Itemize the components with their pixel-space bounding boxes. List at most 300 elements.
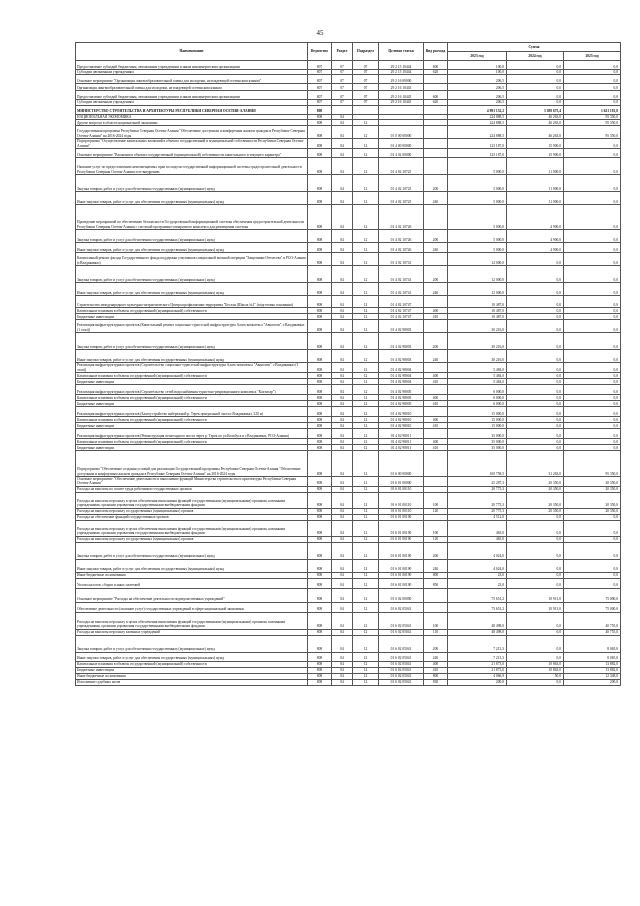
- cell-name: Расходы на выплаты по оплате труда работников государственных органов: [76, 486, 308, 492]
- table-row: [76, 602, 621, 612]
- cell-exp-type: 240: [424, 652, 448, 661]
- cell-name: Расходы на выплаты персоналу в целях обеспечения выполнения функций государственными (муниципальными) органами, казенными учреждениями, органами управления государственными внебюджетными фондами: [76, 492, 308, 508]
- cell-ministry: 808: [308, 243, 332, 253]
- cell-name: Основное мероприятие "Расходы на обеспечение деятельности подведомственных учреждений": [76, 588, 308, 602]
- cell-section: 04: [332, 149, 353, 158]
- cell-name: Расходы на выплаты персоналу в целях обеспечения выполнения функций государственными (муниципальными) органами, казенными учреждениями, органами управления государственными внебюджетными фондами: [76, 612, 308, 629]
- cell-2024: 0,0: [507, 253, 564, 266]
- cell-subsection: 12: [353, 149, 379, 158]
- cell-2025: 0,0: [564, 84, 621, 91]
- cell-target: 29 2 16 00000: [379, 75, 424, 84]
- cell-exp-type: [424, 158, 448, 175]
- cell-section: 04: [332, 536, 353, 542]
- cell-section: 04: [332, 673, 353, 679]
- table-row: [76, 635, 621, 652]
- cell-section: 07: [332, 91, 353, 100]
- cell-target: 01 4 02 10725: [379, 158, 424, 175]
- cell-name: Закупка товаров, работ и услуг для обеспечения государственных (муниципальных) нужд: [76, 333, 308, 350]
- cell-subsection: 07: [353, 70, 379, 75]
- cell-subsection: 12: [353, 253, 379, 266]
- cell-2025: 0,0: [564, 429, 621, 439]
- cell-2025: 20 350,0: [564, 477, 621, 487]
- cell-target: 29 2 16 10445: [379, 100, 424, 105]
- cell-2025: 0,0: [564, 205, 621, 230]
- cell-2023: 206,5: [448, 100, 507, 105]
- cell-ministry: 808: [308, 520, 332, 536]
- cell-ministry: 807: [308, 91, 332, 100]
- cell-ministry: 808: [308, 559, 332, 572]
- cell-2024: 0,0: [507, 266, 564, 283]
- cell-name: Подпрограмма "Обеспечение создания условий для реализации Государственной программы Республики Северная Осетия-Алания "Обеспечение доступным и комфортным жильем граждан в Республике Северная Осетия-Алания" на 2016-2024 годы: [76, 451, 308, 477]
- cell-name: Иные закупки товаров, работ и услуг для обеспечения государственных (муниципальных) нужд: [76, 243, 308, 253]
- cell-2023: 20 775,3: [448, 486, 507, 492]
- cell-target: 01 4 02 10747: [379, 314, 424, 320]
- cell-2025: 95 350,0: [564, 451, 621, 477]
- cell-2025: 0,0: [564, 559, 621, 572]
- cell-2024: 15 900,0: [507, 139, 564, 149]
- cell-target: 01 6 02 05041: [379, 661, 424, 667]
- cell-name: Проведение мероприятий по обеспечению безопасности Государственной информационной системы обеспечения градостроительной деятельности Республики Северная Осетия-Алания с системой программно-аппаратного комплекса для размещения системы: [76, 205, 308, 230]
- cell-section: 04: [332, 373, 353, 379]
- cell-section: 04: [332, 314, 353, 320]
- cell-exp-type: 410: [424, 401, 448, 407]
- cell-ministry: 808: [308, 139, 332, 149]
- cell-2023: 7 213,3: [448, 635, 507, 652]
- cell-2025: 20 350,0: [564, 508, 621, 514]
- cell-ministry: 808: [308, 175, 332, 192]
- cell-target: 01 4 02 10747: [379, 296, 424, 308]
- cell-2024: 0,0: [507, 308, 564, 314]
- cell-exp-type: [424, 477, 448, 487]
- cell-2023: 4 066,9: [448, 673, 507, 679]
- cell-2024: 0,0: [507, 514, 564, 520]
- cell-exp-type: [424, 126, 448, 139]
- cell-subsection: 12: [353, 350, 379, 363]
- cell-name: Строительство международного культурно-патриотического Центра профилактики терроризма "Беслан (Школа №1" (подготовка основания): [76, 296, 308, 308]
- table-row: [76, 320, 621, 333]
- cell-section: 04: [332, 158, 353, 175]
- cell-name: Государственная программа Республики Северная Осетия-Алания "Обеспечение доступным и комфортным жильем граждан в Республике Северная Осетия-Алания" на 2016-2024 годы: [76, 126, 308, 139]
- cell-2024: 0,0: [507, 320, 564, 333]
- cell-exp-type: [424, 407, 448, 417]
- cell-ministry: 808: [308, 679, 332, 685]
- cell-exp-type: [424, 84, 448, 91]
- cell-2024: 3 388 675,4: [507, 105, 564, 114]
- cell-2025: 0,0: [564, 320, 621, 333]
- cell-2025: 0,0: [564, 308, 621, 314]
- cell-section: 04: [332, 578, 353, 588]
- cell-section: [332, 105, 353, 114]
- cell-target: 01 0 00 00000: [379, 126, 424, 139]
- cell-ministry: 808: [308, 363, 332, 373]
- cell-section: 04: [332, 120, 353, 126]
- cell-2025: 0,0: [564, 572, 621, 578]
- cell-name: Капитальные вложения в объекты государственной (муниципальной) собственности: [76, 373, 308, 379]
- cell-ministry: 808: [308, 314, 332, 320]
- cell-subsection: 12: [353, 407, 379, 417]
- cell-section: 04: [332, 486, 353, 492]
- cell-subsection: 12: [353, 486, 379, 492]
- cell-2023: 21 873,0: [448, 667, 507, 673]
- cell-2024: 0,0: [507, 314, 564, 320]
- table-body: [76, 61, 621, 686]
- cell-exp-type: 120: [424, 536, 448, 542]
- cell-2023: 10 487,0: [448, 314, 507, 320]
- cell-section: 04: [332, 417, 353, 423]
- cell-subsection: 12: [353, 508, 379, 514]
- cell-2023: 206,5: [448, 75, 507, 84]
- cell-2025: 0,0: [564, 578, 621, 588]
- cell-exp-type: 120: [424, 508, 448, 514]
- cell-name: Иные бюджетные ассигнования: [76, 673, 308, 679]
- cell-section: 04: [332, 253, 353, 266]
- cell-2024: 0,0: [507, 333, 564, 350]
- cell-ministry: 808: [308, 120, 332, 126]
- cell-2025: 0,0: [564, 243, 621, 253]
- cell-2025: 0,0: [564, 363, 621, 373]
- table-row: [76, 578, 621, 588]
- cell-2023: 5 000,0: [448, 175, 507, 192]
- cell-target: 01 4 02 98003: [379, 333, 424, 350]
- cell-name: Исполнение судебных актов: [76, 679, 308, 685]
- cell-2024: 0,0: [507, 536, 564, 542]
- budget-table: [75, 42, 621, 686]
- cell-target: 01 4 02 98003: [379, 350, 424, 363]
- cell-2024: 50,0: [507, 673, 564, 679]
- cell-2025: 0,0: [564, 253, 621, 266]
- table-row: [76, 492, 621, 508]
- cell-subsection: 07: [353, 91, 379, 100]
- cell-exp-type: 830: [424, 679, 448, 685]
- cell-name: Оказание услуг по предоставлению невозмещаемых прав по модели государственной информационной системы градостроительной деятельности Республики Северная Осетия-Алания и ее внедрению: [76, 158, 308, 175]
- cell-name: Закупка товаров, работ и услуг для обеспечения государственных (муниципальных) нужд: [76, 635, 308, 652]
- cell-2025: 0,0: [564, 514, 621, 520]
- cell-2023: 30 216,0: [448, 320, 507, 333]
- cell-name: Субсидии автономным учреждениям: [76, 70, 308, 75]
- cell-2024: 0,0: [507, 407, 564, 417]
- cell-exp-type: [424, 105, 448, 114]
- cell-subsection: 12: [353, 126, 379, 139]
- cell-section: 04: [332, 520, 353, 536]
- cell-2024: 0,0: [507, 417, 564, 423]
- cell-target: 29 2 16 10445: [379, 91, 424, 100]
- cell-2023: 20 775,3: [448, 492, 507, 508]
- cell-ministry: 807: [308, 75, 332, 84]
- cell-2024: 0,0: [507, 363, 564, 373]
- cell-2023: 35 000,0: [448, 439, 507, 445]
- cell-section: 04: [332, 572, 353, 578]
- cell-target: 01 4 02 98005: [379, 401, 424, 407]
- cell-2025: 0,0: [564, 536, 621, 542]
- cell-subsection: 12: [353, 308, 379, 314]
- cell-exp-type: 200: [424, 542, 448, 559]
- cell-2024: 0,0: [507, 75, 564, 84]
- cell-target: 01 6 02 05041: [379, 635, 424, 652]
- cell-section: 04: [332, 588, 353, 602]
- cell-section: 07: [332, 100, 353, 105]
- cell-subsection: 12: [353, 612, 379, 629]
- cell-2024: 46 263,0: [507, 114, 564, 119]
- cell-ministry: 808: [308, 429, 332, 439]
- cell-ministry: 808: [308, 572, 332, 578]
- cell-2024: 0,0: [507, 445, 564, 451]
- table-row: [76, 679, 621, 685]
- header-target: Целевая статья: [379, 43, 424, 61]
- cell-2023: 5 484,0: [448, 363, 507, 373]
- table-row: [76, 407, 621, 417]
- cell-exp-type: 800: [424, 673, 448, 679]
- cell-subsection: 12: [353, 536, 379, 542]
- cell-exp-type: 200: [424, 266, 448, 283]
- cell-2024: 0,0: [507, 542, 564, 559]
- cell-subsection: 12: [353, 120, 379, 126]
- cell-subsection: 12: [353, 283, 379, 296]
- cell-2025: 12 348,0: [564, 673, 621, 679]
- cell-2025: 0,0: [564, 314, 621, 320]
- cell-2025: 0,0: [564, 542, 621, 559]
- table-row: [76, 520, 621, 536]
- cell-subsection: 12: [353, 629, 379, 635]
- cell-subsection: 12: [353, 417, 379, 423]
- cell-2023: 5 000,0: [448, 205, 507, 230]
- cell-name: Расходы на выплаты персоналу казенных учреждений: [76, 629, 308, 635]
- cell-target: 01 4 02 10725: [379, 175, 424, 192]
- cell-2023: 6 000,0: [448, 401, 507, 407]
- cell-exp-type: 240: [424, 283, 448, 296]
- cell-2025: 40 755,0: [564, 612, 621, 629]
- cell-target: 01 4 02 98010: [379, 407, 424, 417]
- cell-ministry: 808: [308, 407, 332, 417]
- cell-exp-type: 850: [424, 578, 448, 588]
- cell-2024: 0,0: [507, 629, 564, 635]
- cell-exp-type: 200: [424, 635, 448, 652]
- cell-name: Расходы на выплаты персоналу государственных (муниципальных) органов: [76, 508, 308, 514]
- cell-section: 04: [332, 612, 353, 629]
- table-row: [76, 61, 621, 70]
- cell-ministry: 808: [308, 602, 332, 612]
- cell-target: 01 4 02 98011: [379, 439, 424, 445]
- cell-ministry: 808: [308, 149, 332, 158]
- cell-2024: 4 900,0: [507, 243, 564, 253]
- cell-name: Иные закупки товаров, работ и услуг для обеспечения государственных (муниципальных) нужд: [76, 559, 308, 572]
- cell-2025: 95 350,0: [564, 114, 621, 119]
- cell-2025: 0,0: [564, 296, 621, 308]
- cell-ministry: 808: [308, 629, 332, 635]
- cell-2025: 0,0: [564, 192, 621, 205]
- cell-exp-type: 400: [424, 373, 448, 379]
- cell-2025: 40 755,0: [564, 629, 621, 635]
- cell-target: 01 6 02 00000: [379, 588, 424, 602]
- cell-target: 01 6 02 05041: [379, 673, 424, 679]
- header-section: Раздел: [332, 43, 353, 61]
- cell-name: Капитальный ремонт фасада Государственного фонда поддержки участников специальной военной операции "Защитники Отечества" в РСО-Алания (г.Владикавказ): [76, 253, 308, 266]
- cell-section: 04: [332, 514, 353, 520]
- cell-ministry: 808: [308, 652, 332, 661]
- cell-section: 04: [332, 320, 353, 333]
- cell-target: 01 6 02 05041: [379, 679, 424, 685]
- cell-exp-type: 410: [424, 423, 448, 429]
- cell-target: 01 6 01 00190: [379, 578, 424, 588]
- cell-exp-type: 410: [424, 667, 448, 673]
- cell-target: 01 6 02 05041: [379, 612, 424, 629]
- cell-section: 04: [332, 283, 353, 296]
- cell-exp-type: 410: [424, 314, 448, 320]
- cell-name: Расходы на обеспечение функций государственных органов: [76, 514, 308, 520]
- cell-section: 04: [332, 243, 353, 253]
- cell-2025: 0,0: [564, 70, 621, 75]
- cell-name: Обеспечение деятельности (оказание услуг) государственных учреждений в сфере национальной экономики: [76, 602, 308, 612]
- cell-target: 01 4 00 00000: [379, 139, 424, 149]
- cell-2023: 200,0: [448, 679, 507, 685]
- cell-target: 01 4 02 10726: [379, 205, 424, 230]
- cell-target: 01 4 02 10741: [379, 266, 424, 283]
- header-year-2024: 2024 год: [507, 52, 564, 61]
- cell-2024: 0,0: [507, 401, 564, 407]
- cell-2023: 5 000,0: [448, 243, 507, 253]
- cell-2024: 0,0: [507, 423, 564, 429]
- cell-name: Реализация инфраструктурных проектов (Капитальный ремонт социально-туристской инфраструктуры Алагь-комплекса "Авиасити", г.Владикавказ (1 этап)): [76, 320, 308, 333]
- table-row: [76, 350, 621, 363]
- cell-name: Реализация инфраструктурных проектов (Строительство социально-туристской инфраструктуры Алагь-комплекса "Авиасити", г.Владикавказ (1 этап)): [76, 363, 308, 373]
- cell-section: 04: [332, 429, 353, 439]
- cell-target: 01 4 02 00000: [379, 149, 424, 158]
- cell-2024: 11 000,0: [507, 175, 564, 192]
- cell-subsection: 07: [353, 84, 379, 91]
- cell-subsection: 12: [353, 451, 379, 477]
- table-row: [76, 283, 621, 296]
- cell-section: 04: [332, 395, 353, 401]
- cell-2025: 0,0: [564, 395, 621, 401]
- cell-2023: 224 888,5: [448, 120, 507, 126]
- cell-target: 01 4 02 98005: [379, 395, 424, 401]
- cell-2025: 0,0: [564, 230, 621, 243]
- cell-2025: 95 350,0: [564, 120, 621, 126]
- cell-2024: 20 350,0: [507, 486, 564, 492]
- cell-name: Иные закупки товаров, работ и услуг для обеспечения государственных (муниципальных) нужд: [76, 350, 308, 363]
- cell-2023: 35 000,0: [448, 429, 507, 439]
- cell-2025: 0,0: [564, 385, 621, 395]
- cell-exp-type: 100: [424, 612, 448, 629]
- table-row: [76, 296, 621, 308]
- cell-subsection: 12: [353, 379, 379, 385]
- cell-2025: 20 350,0: [564, 486, 621, 492]
- table-row: [76, 105, 621, 114]
- cell-target: 01 6 01 00000: [379, 477, 424, 487]
- cell-2025: 0,0: [564, 266, 621, 283]
- cell-ministry: 808: [308, 266, 332, 283]
- cell-subsection: 12: [353, 205, 379, 230]
- cell-subsection: 12: [353, 588, 379, 602]
- cell-target: 01 4 02 10747: [379, 308, 424, 314]
- cell-2024: 20 350,0: [507, 508, 564, 514]
- cell-ministry: 808: [308, 114, 332, 119]
- cell-target: 01 6 01 00190: [379, 536, 424, 542]
- header-name: Наименование: [76, 43, 308, 61]
- cell-2024: 0,0: [507, 385, 564, 395]
- cell-2025: 0,0: [564, 520, 621, 536]
- cell-2025: 13 882,0: [564, 661, 621, 667]
- cell-section: 07: [332, 61, 353, 70]
- cell-ministry: 807: [308, 61, 332, 70]
- cell-target: 01 4 02 98003: [379, 320, 424, 333]
- cell-name: Бюджетные инвестиции: [76, 314, 308, 320]
- cell-2024: 0,0: [507, 373, 564, 379]
- cell-name: Предоставление субсидий бюджетным, автономным учреждениям и иным некоммерческим организациям: [76, 91, 308, 100]
- cell-2023: 6 000,0: [448, 395, 507, 401]
- cell-target: 01 4 02 98010: [379, 417, 424, 423]
- cell-target: 01 6 01 00190: [379, 559, 424, 572]
- cell-section: 04: [332, 667, 353, 673]
- cell-subsection: 12: [353, 401, 379, 407]
- cell-section: 04: [332, 661, 353, 667]
- cell-section: 04: [332, 439, 353, 445]
- cell-2025: 0,0: [564, 373, 621, 379]
- cell-ministry: 808: [308, 253, 332, 266]
- cell-subsection: 12: [353, 266, 379, 283]
- cell-2024: 0,0: [507, 100, 564, 105]
- cell-target: 01 6 02 05041: [379, 629, 424, 635]
- cell-2024: 0,0: [507, 350, 564, 363]
- cell-target: 01 4 02 98011: [379, 429, 424, 439]
- cell-2025: 0,0: [564, 417, 621, 423]
- cell-ministry: 808: [308, 673, 332, 679]
- cell-2023: 100,0: [448, 61, 507, 70]
- cell-ministry: 808: [308, 385, 332, 395]
- cell-exp-type: 410: [424, 445, 448, 451]
- table-row: [76, 139, 621, 149]
- cell-target: 01 6 02 05041: [379, 652, 424, 661]
- cell-2023: 5 000,0: [448, 192, 507, 205]
- cell-2024: 0,0: [507, 578, 564, 588]
- cell-2023: 12 000,0: [448, 283, 507, 296]
- cell-2025: 0,0: [564, 158, 621, 175]
- table-row: [76, 75, 621, 84]
- cell-subsection: 12: [353, 320, 379, 333]
- cell-subsection: 12: [353, 423, 379, 429]
- cell-ministry: 807: [308, 70, 332, 75]
- cell-name: Иные бюджетные ассигнования: [76, 572, 308, 578]
- cell-2024: 20 350,0: [507, 492, 564, 508]
- cell-section: 04: [332, 296, 353, 308]
- table-row: [76, 333, 621, 350]
- cell-2023: 12 000,0: [448, 266, 507, 283]
- cell-ministry: 808: [308, 492, 332, 508]
- cell-exp-type: [424, 451, 448, 477]
- cell-subsection: 12: [353, 520, 379, 536]
- cell-ministry: 808: [308, 350, 332, 363]
- cell-section: 04: [332, 205, 353, 230]
- cell-2025: 1 621 181,8: [564, 105, 621, 114]
- cell-ministry: 808: [308, 612, 332, 629]
- cell-section: 07: [332, 75, 353, 84]
- page-number: 45: [316, 29, 324, 37]
- cell-section: 04: [332, 542, 353, 559]
- cell-section: 04: [332, 230, 353, 243]
- cell-2023: 206,5: [448, 91, 507, 100]
- cell-subsection: 12: [353, 296, 379, 308]
- cell-exp-type: 400: [424, 308, 448, 314]
- cell-2024: 0,0: [507, 429, 564, 439]
- cell-section: 04: [332, 477, 353, 487]
- cell-subsection: 12: [353, 492, 379, 508]
- cell-2024: 0,0: [507, 283, 564, 296]
- cell-section: 04: [332, 407, 353, 417]
- cell-exp-type: [424, 296, 448, 308]
- cell-name: МИНИСТЕРСТВО СТРОИТЕЛЬСТВА И АРХИТЕКТУРЫ РЕСПУБЛИКИ СЕВЕРНАЯ ОСЕТИЯ-АЛАНИЯ: [76, 105, 308, 114]
- table-row: [76, 205, 621, 230]
- cell-name: Закупка товаров, работ и услуг для обеспечения государственных (муниципальных) нужд: [76, 230, 308, 243]
- cell-target: 29 2 15 10444: [379, 70, 424, 75]
